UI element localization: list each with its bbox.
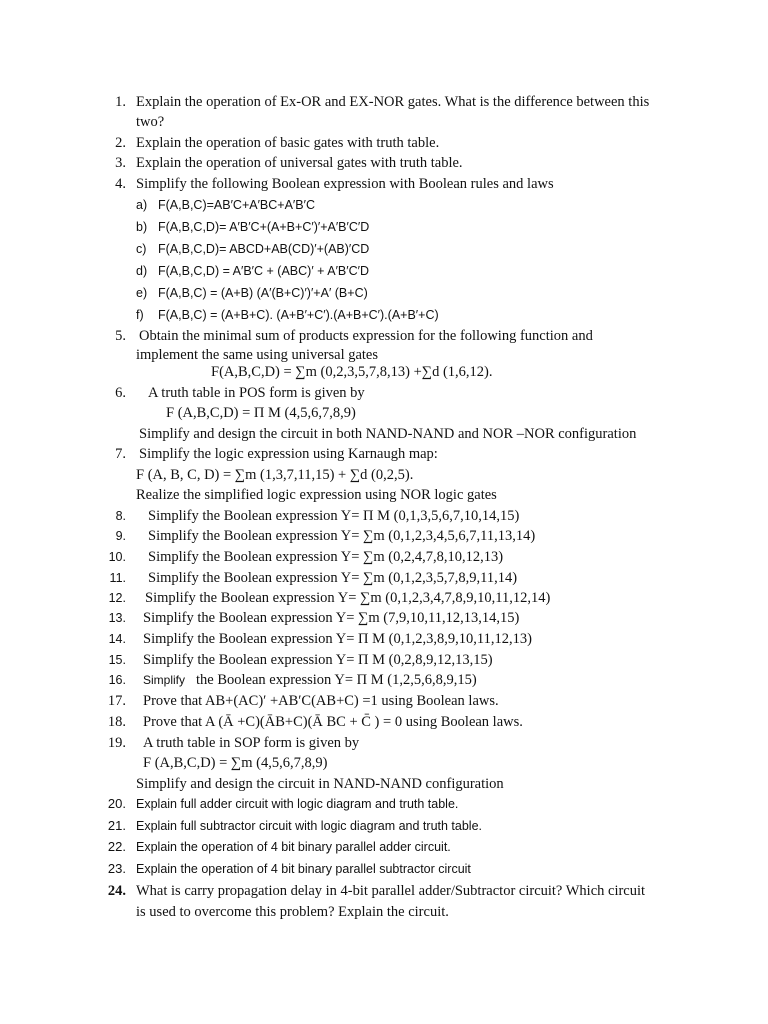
question-number: 22. bbox=[107, 839, 126, 854]
question-number: 19. bbox=[107, 735, 126, 751]
question-number: 21. bbox=[107, 818, 126, 833]
question-number: 20. bbox=[107, 796, 126, 811]
question-text: Prove that A (Ā +C)(ĀB+C)(Ā BC + C̄ ) = 0 using Boolean laws. bbox=[143, 714, 523, 730]
sub-item-expression: F(A,B,C) = (A+B+C). (A+B′+C′).(A+B+C′).(A+B′+C) bbox=[158, 308, 439, 322]
question-text: two? bbox=[136, 114, 165, 130]
question-text: A truth table in POS form is given by bbox=[148, 385, 365, 401]
question-number: 15. bbox=[108, 653, 126, 667]
question-text: Prove that AB+(AC)′ +AB′C(AB+C) =1 using Boolean laws. bbox=[143, 693, 499, 709]
question-number: 18. bbox=[107, 714, 126, 730]
question-number: 6. bbox=[115, 385, 126, 401]
question-text: Explain full subtractor circuit with logic diagram and truth table. bbox=[136, 819, 482, 833]
question-text: Simplify and design the circuit in both NAND-NAND and NOR –NOR configuration bbox=[139, 426, 637, 442]
sub-item-expression: F(A,B,C,D)= A′B′C+(A+B+C′)′+A′B′C′D bbox=[158, 220, 370, 234]
question-text: Simplify the Boolean expression Y= ∑m (0,1,2,3,4,5,6,7,11,13,14) bbox=[148, 528, 536, 544]
question-number: 4. bbox=[115, 176, 126, 192]
question-number: 2. bbox=[115, 135, 126, 151]
sub-item-label: e) bbox=[136, 286, 148, 300]
question-text: implement the same using universal gates bbox=[136, 347, 379, 363]
question-formula: F (A,B,C,D) = ∑m (4,5,6,7,8,9) bbox=[143, 755, 328, 771]
sub-item-expression: F(A,B,C) = (A+B) (A′(B+C)′)′+A′ (B+C) bbox=[158, 286, 368, 300]
question-text: Simplify the Boolean expression Y= Π M (0,2,8,9,12,13,15) bbox=[143, 652, 493, 668]
question-prefix: Simplify bbox=[143, 673, 186, 687]
question-number: 9. bbox=[115, 529, 126, 543]
question-text: Simplify the Boolean expression Y= Π M (0,1,2,3,8,9,10,11,12,13) bbox=[143, 631, 532, 647]
question-number: 11. bbox=[109, 571, 126, 585]
question-text: Simplify and design the circuit in NAND-NAND configuration bbox=[136, 776, 504, 792]
question-text: Explain the operation of 4 bit binary parallel adder circuit. bbox=[136, 840, 451, 854]
question-text: Explain the operation of universal gates with truth table. bbox=[136, 155, 463, 171]
sub-item-expression: F(A,B,C,D)= ABCD+AB(CD)′+(AB)′CD bbox=[158, 242, 370, 256]
question-number: 7. bbox=[115, 446, 126, 462]
question-text: Explain full adder circuit with logic diagram and truth table. bbox=[136, 797, 459, 811]
question-text: Simplify the following Boolean expression with Boolean rules and laws bbox=[136, 176, 554, 192]
question-text: A truth table in SOP form is given by bbox=[143, 735, 360, 751]
question-text: Explain the operation of 4 bit binary parallel subtractor circuit bbox=[136, 862, 471, 876]
question-text: Simplify the logic expression using Karnaugh map: bbox=[139, 446, 438, 462]
question-number: 14. bbox=[108, 632, 126, 646]
question-text: Realize the simplified logic expression using NOR logic gates bbox=[136, 487, 497, 503]
question-text: Simplify the Boolean expression Y= ∑m (0,2,4,7,8,10,12,13) bbox=[148, 549, 504, 565]
question-number: 10. bbox=[108, 550, 126, 564]
question-formula: F(A,B,C,D) = ∑m (0,2,3,5,7,8,13) +∑d (1,6,12). bbox=[211, 364, 493, 380]
question-text: What is carry propagation delay in 4-bit parallel adder/Subtractor circuit? Which circuit bbox=[136, 883, 646, 899]
question-text: is used to overcome this problem? Explain the circuit. bbox=[136, 904, 449, 920]
question-text: Simplify the Boolean expression Y= ∑m (7,9,10,11,12,13,14,15) bbox=[143, 610, 520, 626]
question-number: 23. bbox=[107, 861, 126, 876]
sub-item-label: b) bbox=[136, 220, 148, 234]
sub-item-label: c) bbox=[136, 242, 147, 256]
question-number: 12. bbox=[108, 591, 126, 605]
sub-item-label: f) bbox=[136, 308, 144, 322]
question-text: Obtain the minimal sum of products expression for the following function and bbox=[139, 328, 593, 344]
question-number: 1. bbox=[115, 94, 126, 110]
question-number: 16. bbox=[108, 673, 126, 687]
question-number: 17. bbox=[107, 693, 126, 709]
sub-item-label: d) bbox=[136, 264, 148, 278]
question-text: Simplify the Boolean expression Y= ∑m (0,1,2,3,5,7,8,9,11,14) bbox=[148, 570, 518, 586]
question-text: Explain the operation of Ex-OR and EX-NOR gates. What is the difference between this bbox=[136, 94, 650, 110]
question-text: Explain the operation of basic gates with truth table. bbox=[136, 135, 440, 151]
question-formula: F (A,B,C,D) = Π M (4,5,6,7,8,9) bbox=[166, 405, 356, 421]
question-text: Simplify the Boolean expression Y= ∑m (0,1,2,3,4,7,8,9,10,11,12,14) bbox=[145, 590, 551, 606]
sub-item-expression: F(A,B,C)=AB′C+A′BC+A′B′C bbox=[158, 198, 315, 212]
question-text: the Boolean expression Y= Π M (1,2,5,6,8,9,15) bbox=[196, 672, 477, 688]
question-formula: F (A, B, C, D) = ∑m (1,3,7,11,15) + ∑d (0,2,5). bbox=[136, 467, 414, 483]
sub-item-label: a) bbox=[136, 198, 148, 212]
question-number: 5. bbox=[115, 328, 126, 344]
sub-item-expression: F(A,B,C,D) = A′B′C + (ABC)′ + A′B′C′D bbox=[158, 264, 369, 278]
question-text: Simplify the Boolean expression Y= Π M (0,1,3,5,6,7,10,14,15) bbox=[148, 508, 520, 524]
question-number: 3. bbox=[115, 155, 126, 171]
question-number: 8. bbox=[115, 509, 126, 523]
question-number: 24. bbox=[107, 883, 126, 899]
question-number: 13. bbox=[108, 611, 126, 625]
